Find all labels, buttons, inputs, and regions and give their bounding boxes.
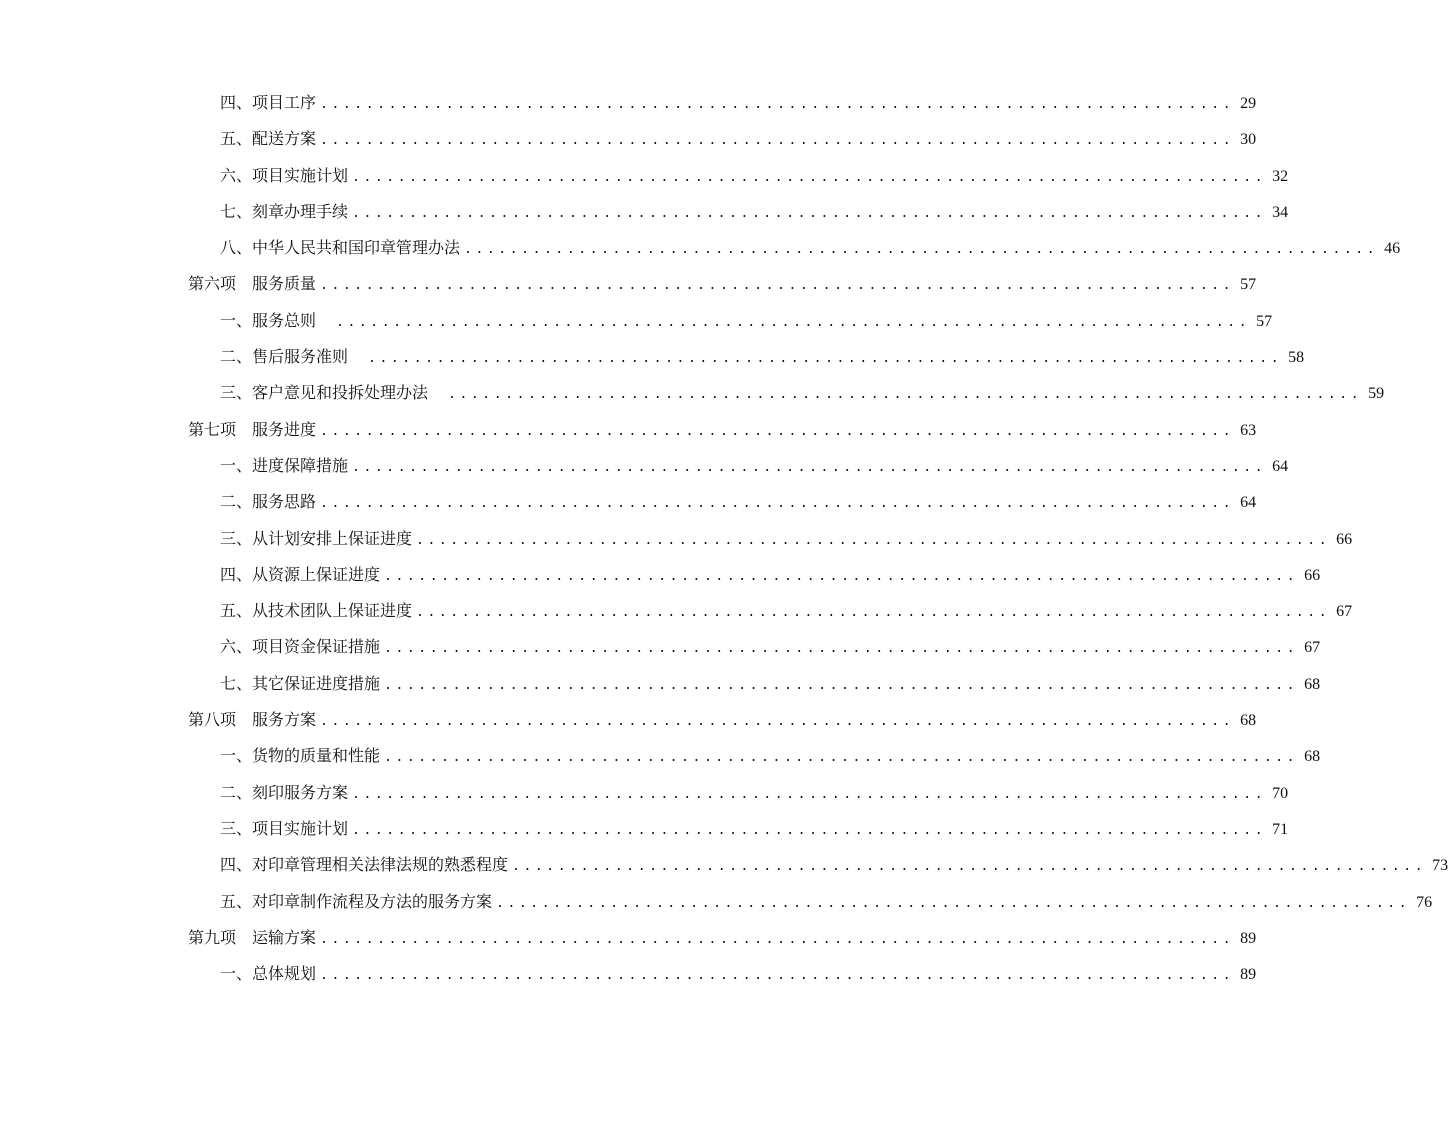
toc-page-number: 89 xyxy=(1240,929,1257,947)
toc-entry-title: 第六项 服务质量 xyxy=(188,274,317,294)
toc-entry-title: 五、配送方案 xyxy=(220,129,317,149)
toc-dot-leader: ................................................................................ xyxy=(352,822,1267,838)
toc-section-entry[interactable] xyxy=(188,925,1257,961)
toc-entry-title: 一、总体规划 xyxy=(220,964,317,984)
toc-entry-title: 二、服务思路 xyxy=(220,492,317,512)
toc-page-number: 57 xyxy=(1256,312,1273,330)
toc-section-entry[interactable] xyxy=(188,417,1257,453)
toc-page-number: 68 xyxy=(1240,712,1257,730)
toc-dot-leader: ................................................................................ xyxy=(464,242,1379,258)
toc-entry-title: 一、进度保障措施 xyxy=(220,455,349,475)
toc-entry-title: 五、从技术团队上保证进度 xyxy=(220,601,413,621)
toc-dot-leader: ................................................................................ xyxy=(352,459,1267,475)
toc-entry-title: 七、其它保证进度措施 xyxy=(220,673,381,693)
toc-subsection-entry[interactable] xyxy=(188,852,1448,888)
toc-subsection-entry[interactable] xyxy=(188,163,1289,199)
toc-entry-title: 第八项 服务方案 xyxy=(188,710,317,730)
toc-entry-title: 四、对印章管理相关法律法规的熟悉程度 xyxy=(220,855,509,875)
toc-page-number: 70 xyxy=(1272,784,1289,802)
toc-page-number: 58 xyxy=(1288,349,1305,367)
toc-subsection-entry[interactable] xyxy=(188,126,1257,162)
toc-subsection-entry[interactable] xyxy=(188,526,1353,562)
toc-dot-leader: ................................................................................ xyxy=(384,568,1299,584)
toc-dot-leader: ................................................................................ xyxy=(368,351,1283,367)
toc-dot-leader: ................................................................................ xyxy=(320,968,1235,984)
toc-dot-leader: ................................................................................ xyxy=(512,859,1427,875)
toc-dot-leader: ................................................................................ xyxy=(320,97,1235,112)
toc-entry-title: 三、从计划安排上保证进度 xyxy=(220,528,413,548)
toc-page-number: 63 xyxy=(1240,421,1257,439)
toc-subsection-entry[interactable] xyxy=(188,961,1257,997)
toc-dot-leader: ................................................................................ xyxy=(320,714,1235,730)
toc-dot-leader: ................................................................................ xyxy=(416,532,1331,548)
toc-page-number: 29 xyxy=(1240,95,1257,112)
toc-dot-leader: ................................................................................ xyxy=(320,278,1235,294)
toc-subsection-entry[interactable] xyxy=(188,235,1401,271)
toc-subsection-entry[interactable] xyxy=(188,562,1321,598)
toc-entry-title: 三、客户意见和投拆处理办法 xyxy=(220,383,445,403)
toc-entry-title: 第九项 运输方案 xyxy=(188,927,317,947)
toc-subsection-entry[interactable] xyxy=(188,344,1305,380)
toc-dot-leader: ................................................................................ xyxy=(320,423,1235,439)
toc-page-number: 68 xyxy=(1304,675,1321,693)
toc-dot-leader: ................................................................................ xyxy=(320,496,1235,512)
toc-dot-leader: ................................................................................ xyxy=(352,786,1267,802)
toc-subsection-entry[interactable] xyxy=(188,90,1257,126)
toc-subsection-entry[interactable] xyxy=(188,598,1353,634)
toc-subsection-entry[interactable] xyxy=(188,453,1289,489)
toc-dot-leader: ................................................................................ xyxy=(320,133,1235,149)
toc-page-number: 32 xyxy=(1272,167,1289,185)
toc-entry-title: 第七项 服务进度 xyxy=(188,419,317,439)
toc-dot-leader: ................................................................................ xyxy=(384,750,1299,766)
toc-dot-leader: ................................................................................ xyxy=(384,641,1299,657)
toc-page-number: 64 xyxy=(1240,494,1257,512)
toc-entry-title: 三、项目实施计划 xyxy=(220,818,349,838)
toc-subsection-entry[interactable] xyxy=(188,489,1257,525)
toc-subsection-entry[interactable] xyxy=(188,380,1385,416)
toc-subsection-entry[interactable] xyxy=(188,780,1289,816)
toc-page-number: 67 xyxy=(1304,639,1321,657)
toc-entry-title: 二、售后服务准则 xyxy=(220,347,365,367)
toc-page-number: 46 xyxy=(1384,240,1401,258)
toc-entry-title: 七、刻章办理手续 xyxy=(220,201,349,221)
toc-section-entry[interactable] xyxy=(188,271,1257,307)
toc-section-entry[interactable] xyxy=(188,707,1257,743)
toc-subsection-entry[interactable] xyxy=(188,889,1433,925)
toc-dot-leader: ................................................................................ xyxy=(352,205,1267,221)
toc-page-number: 57 xyxy=(1240,276,1257,294)
toc-entry-title: 六、项目实施计划 xyxy=(220,165,349,185)
toc-dot-leader: ................................................................................ xyxy=(352,169,1267,185)
toc-entry-title: 八、中华人民共和国印章管理办法 xyxy=(220,238,461,258)
toc-entry-title: 一、货物的质量和性能 xyxy=(220,746,381,766)
toc-subsection-entry[interactable] xyxy=(188,671,1321,707)
toc-page-number: 30 xyxy=(1240,131,1257,149)
toc-page-number: 68 xyxy=(1304,748,1321,766)
toc-entry-title: 四、项目工序 xyxy=(220,93,317,112)
toc-subsection-entry[interactable] xyxy=(188,816,1289,852)
toc-subsection-entry[interactable] xyxy=(188,634,1321,670)
toc-dot-leader: ................................................................................ xyxy=(320,931,1235,947)
toc-entry-title: 二、刻印服务方案 xyxy=(220,782,349,802)
toc-subsection-entry[interactable] xyxy=(188,199,1289,235)
toc-dot-leader: ................................................................................ xyxy=(496,895,1411,911)
toc-subsection-entry[interactable] xyxy=(188,743,1321,779)
toc-dot-leader: ................................................................................ xyxy=(416,605,1331,621)
toc-page-number: 34 xyxy=(1272,203,1289,221)
toc-page-number: 59 xyxy=(1368,385,1385,403)
toc-entry-title: 六、项目资金保证措施 xyxy=(220,637,381,657)
toc-page-number: 71 xyxy=(1272,820,1289,838)
toc-entry-title: 四、从资源上保证进度 xyxy=(220,564,381,584)
toc-page-number: 64 xyxy=(1272,457,1289,475)
toc-page-number: 66 xyxy=(1304,566,1321,584)
toc-page-number: 66 xyxy=(1336,530,1353,548)
toc-page-number: 73 xyxy=(1432,857,1448,875)
toc-dot-leader: ................................................................................ xyxy=(448,387,1363,403)
toc-dot-leader: ................................................................................ xyxy=(336,314,1251,330)
toc-page-number: 67 xyxy=(1336,603,1353,621)
toc-page-number: 76 xyxy=(1416,893,1433,911)
toc-page-number: 89 xyxy=(1240,966,1257,984)
toc-subsection-entry[interactable] xyxy=(188,308,1273,344)
toc-dot-leader: ................................................................................ xyxy=(384,677,1299,693)
toc-entry-title: 一、服务总则 xyxy=(220,310,333,330)
toc-entry-title: 五、对印章制作流程及方法的服务方案 xyxy=(220,891,493,911)
table-of-contents xyxy=(188,90,1448,997)
